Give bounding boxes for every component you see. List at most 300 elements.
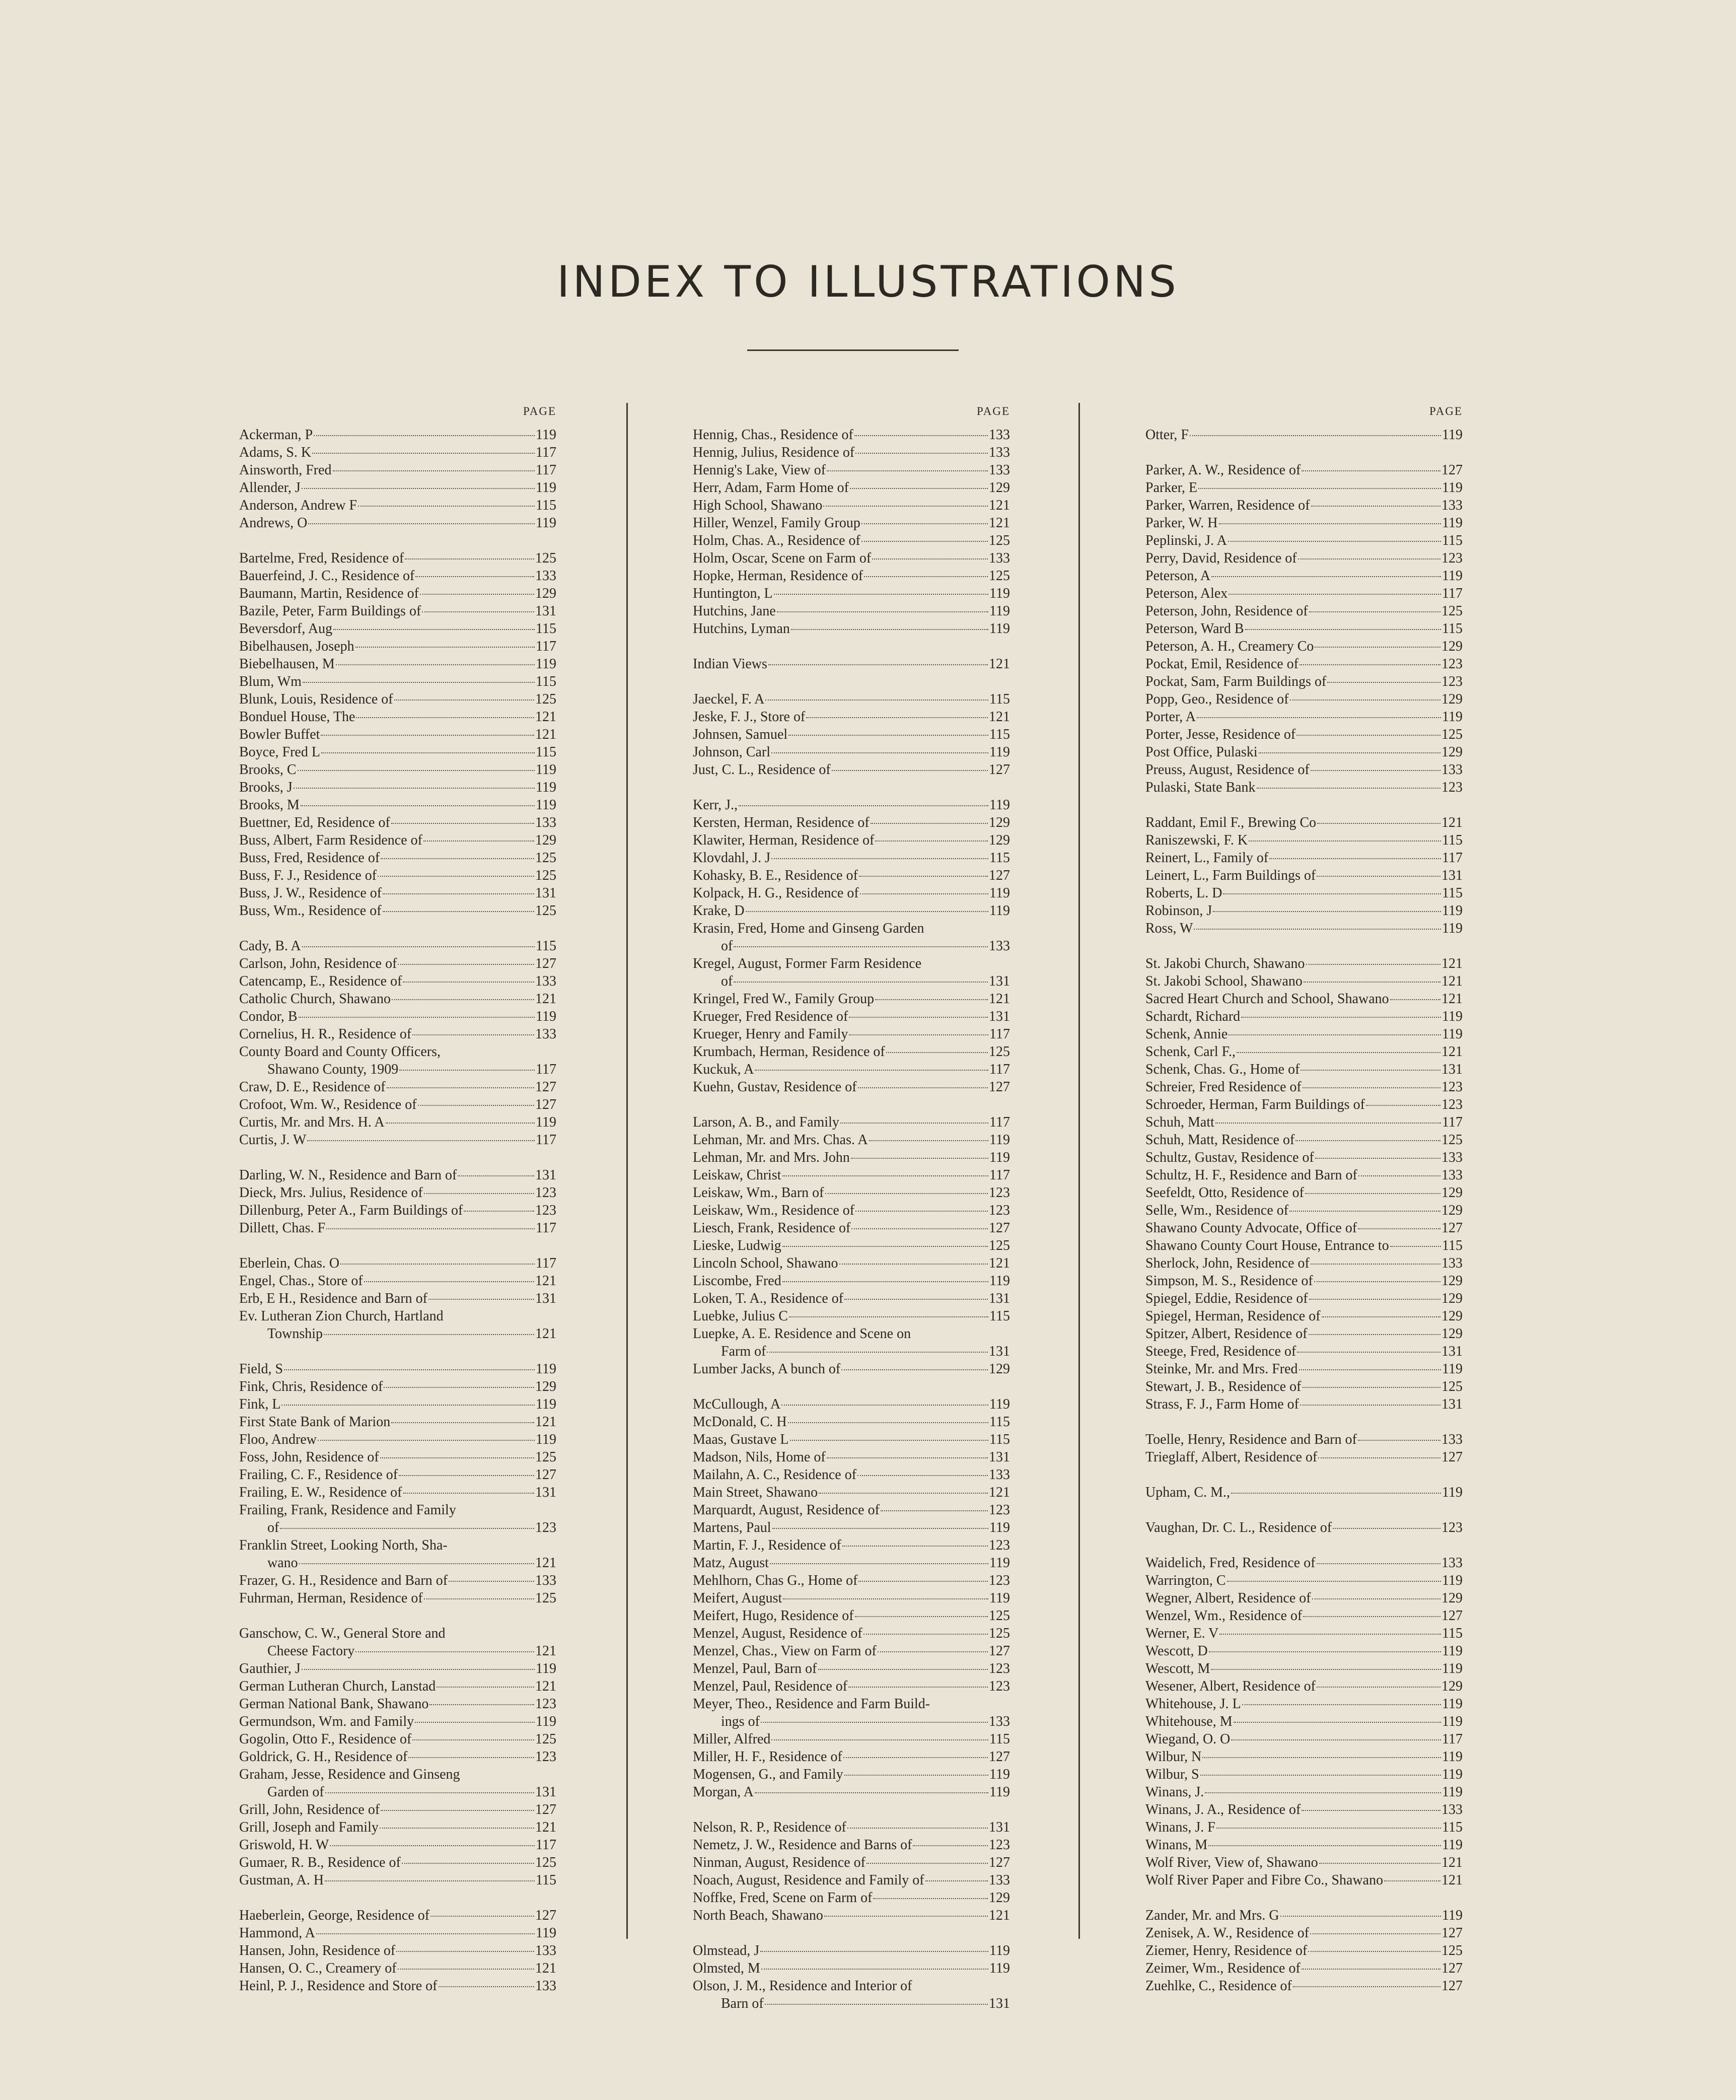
- dot-leader: [1299, 1369, 1441, 1370]
- entry-name: Cady, B. A: [239, 938, 301, 954]
- entry-page-number: 133: [1441, 1167, 1463, 1183]
- dot-leader: [774, 594, 988, 595]
- dot-leader: [325, 1880, 535, 1881]
- dot-leader: [832, 770, 988, 771]
- dot-leader: [886, 1052, 988, 1053]
- entry-page-number: 121: [535, 1273, 556, 1289]
- entry-name: Hiller, Wenzel, Family Group: [693, 515, 860, 531]
- index-entry: [1145, 990, 1463, 1008]
- dot-leader: [1317, 823, 1440, 824]
- entry-page-number: 125: [535, 850, 556, 866]
- index-entry: [1145, 743, 1463, 761]
- dot-leader: [1198, 488, 1441, 489]
- index-entry: [1145, 1307, 1463, 1325]
- dot-leader: [1200, 1775, 1441, 1776]
- dot-leader: [439, 1986, 535, 1987]
- index-group: [693, 655, 1010, 673]
- entry-page-number: 119: [1442, 1837, 1463, 1853]
- entry-page-number: 119: [1442, 1643, 1463, 1659]
- index-entry: [239, 1572, 556, 1589]
- entry-page-number: 121: [535, 1643, 556, 1659]
- index-entry: [239, 1184, 556, 1202]
- entry-name: Dieck, Mrs. Julius, Residence of: [239, 1185, 423, 1201]
- dot-leader: [861, 523, 988, 524]
- dot-leader: [771, 858, 988, 859]
- index-entry: [1145, 602, 1463, 620]
- dot-leader: [873, 1898, 988, 1899]
- index-entry: [693, 567, 1010, 585]
- entry-page-number: 123: [1441, 1079, 1463, 1095]
- entry-name: Garden of: [267, 1784, 324, 1800]
- entry-page-number: 133: [535, 973, 556, 989]
- dot-leader: [1296, 735, 1440, 736]
- entry-page-number: 127: [989, 1855, 1010, 1870]
- entry-page-number: 125: [1441, 1943, 1463, 1958]
- entry-page-number: 133: [535, 1978, 556, 1994]
- entry-name: Hopke, Herman, Residence of: [693, 568, 863, 584]
- dot-leader: [788, 1422, 988, 1423]
- entry-name: Meifert, August: [693, 1590, 782, 1606]
- dot-leader: [1311, 506, 1440, 507]
- index-entry: [1145, 1431, 1463, 1448]
- entry-page-number: 125: [989, 533, 1010, 548]
- entry-page-number: 131: [535, 1784, 556, 1800]
- entry-name: Spiegel, Eddie, Residence of: [1145, 1291, 1308, 1306]
- entry-page-number: 133: [989, 550, 1010, 566]
- entry-page-number: 121: [535, 1961, 556, 1976]
- index-group: [239, 1907, 556, 1995]
- entry-name: Trieglaff, Albert, Residence of: [1145, 1449, 1318, 1465]
- entry-name: Raniszewski, F. K: [1145, 832, 1248, 848]
- entry-page-number: 117: [536, 445, 556, 460]
- index-entry: [1145, 1484, 1463, 1501]
- entry-name: Krueger, Fred Residence of: [693, 1009, 848, 1024]
- entry-name: Bazile, Peter, Farm Buildings of: [239, 603, 421, 619]
- entry-name: Crofoot, Wm. W., Residence of: [239, 1097, 417, 1112]
- dot-leader: [1297, 1352, 1440, 1353]
- index-entry: [1145, 1748, 1463, 1766]
- index-entry: [239, 514, 556, 532]
- index-entry: [693, 1959, 1010, 1977]
- entry-name: Germundson, Wm. and Family: [239, 1714, 414, 1729]
- dot-leader: [806, 717, 988, 718]
- index-entry: [239, 1025, 556, 1043]
- entry-name: Field, S: [239, 1361, 283, 1377]
- entry-name: German Lutheran Church, Lanstad: [239, 1678, 436, 1694]
- entry-name: Gogolin, Otto F., Residence of: [239, 1731, 412, 1747]
- entry-page-number: 125: [989, 568, 1010, 584]
- dot-leader: [1310, 1933, 1440, 1934]
- entry-name: Winans, M: [1145, 1837, 1208, 1853]
- dot-leader: [1231, 1493, 1441, 1494]
- entry-name: Steege, Fred, Residence of: [1145, 1344, 1296, 1359]
- entry-name: Indian Views: [693, 656, 767, 672]
- index-entry: [239, 1325, 556, 1343]
- dot-leader: [782, 1246, 988, 1247]
- index-entry: [693, 461, 1010, 479]
- entry-name: Dillett, Chas. F: [239, 1220, 326, 1236]
- entry-page-number: 117: [989, 1114, 1010, 1130]
- dot-leader: [760, 1951, 988, 1952]
- entry-name: Kerr, J.,: [693, 797, 738, 813]
- dot-leader: [383, 893, 534, 894]
- index-entry: [239, 1519, 556, 1536]
- entry-name: Zeimer, Wm., Residence of: [1145, 1961, 1300, 1976]
- index-entry: [1145, 1008, 1463, 1025]
- entry-name: Kregel, August, Former Farm Residence: [693, 956, 922, 971]
- entry-page-number: 133: [535, 815, 556, 830]
- dot-leader: [1295, 1140, 1440, 1141]
- entry-page-number: 119: [989, 1784, 1010, 1800]
- dot-leader: [1303, 1387, 1441, 1388]
- dot-leader: [746, 911, 988, 912]
- dot-leader: [1319, 1863, 1440, 1864]
- index-entry: [693, 1660, 1010, 1677]
- entry-name: Whitehouse, J. L: [1145, 1696, 1241, 1712]
- entry-name: Post Office, Pulaski: [1145, 744, 1258, 760]
- entry-page-number: 123: [989, 1185, 1010, 1201]
- index-entry: [239, 1642, 556, 1660]
- dot-leader: [396, 1951, 534, 1952]
- dot-leader: [1194, 929, 1441, 930]
- entry-name: Menzel, Chas., View on Farm of: [693, 1643, 877, 1659]
- dot-leader: [303, 682, 535, 683]
- entry-page-number: 133: [989, 1714, 1010, 1729]
- dot-leader: [356, 717, 534, 718]
- dot-leader: [770, 1563, 988, 1564]
- index-entry: [693, 831, 1010, 849]
- entry-page-number: 121: [535, 1555, 556, 1571]
- dot-leader: [1299, 664, 1440, 665]
- index-entry: [693, 884, 1010, 902]
- entry-page-number: 117: [1442, 850, 1463, 866]
- entry-page-number: 117: [989, 1026, 1010, 1042]
- dot-leader: [789, 1316, 988, 1317]
- entry-page-number: 119: [989, 1396, 1010, 1412]
- entry-page-number: 115: [989, 727, 1010, 742]
- index-entry: [1145, 1290, 1463, 1307]
- dot-leader: [844, 1299, 988, 1300]
- entry-name: Menzel, Paul, Barn of: [693, 1661, 817, 1676]
- entry-name: Buettner, Ed, Residence of: [239, 815, 390, 830]
- entry-page-number: 117: [536, 462, 556, 478]
- index-entry: [1145, 1254, 1463, 1272]
- index-entry: [239, 1625, 556, 1642]
- entry-page-number: 119: [989, 1943, 1010, 1958]
- entry-name: Liscombe, Fred: [693, 1273, 781, 1289]
- entry-name: Menzel, Paul, Residence of: [693, 1678, 848, 1694]
- index-entry: [239, 1854, 556, 1871]
- index-entry: [1145, 1131, 1463, 1149]
- dot-leader: [1303, 1616, 1440, 1617]
- index-entry: [693, 1572, 1010, 1589]
- dot-leader: [398, 1969, 534, 1970]
- entry-page-number: 127: [535, 1908, 556, 1923]
- entry-page-number: 129: [1441, 1291, 1463, 1306]
- entry-page-number: 133: [1441, 762, 1463, 778]
- entry-page-number: 119: [989, 903, 1010, 919]
- dot-leader: [755, 1792, 988, 1793]
- entry-page-number: 119: [536, 427, 556, 443]
- entry-page-number: 121: [989, 1908, 1010, 1923]
- entry-name: Foss, John, Residence of: [239, 1449, 379, 1465]
- entry-name: Schuh, Matt, Residence of: [1145, 1132, 1295, 1148]
- dot-leader: [1300, 1405, 1440, 1406]
- dot-leader: [819, 1493, 988, 1494]
- dot-leader: [422, 611, 534, 612]
- index-entry: [239, 1466, 556, 1484]
- index-entry: [239, 1695, 556, 1713]
- dot-leader: [1314, 1281, 1440, 1282]
- entry-page-number: 115: [1442, 832, 1463, 848]
- entry-name: Gauthier, J: [239, 1661, 301, 1676]
- entry-name: Ev. Lutheran Zion Church, Hartland: [239, 1308, 444, 1324]
- entry-page-number: 131: [1441, 1396, 1463, 1412]
- index-group: [1145, 814, 1463, 937]
- dot-leader: [1219, 1634, 1441, 1635]
- entry-name: Klawiter, Herman, Residence of: [693, 832, 875, 848]
- entry-name: Holm, Oscar, Scene on Farm of: [693, 550, 872, 566]
- entry-name: Schuh, Matt: [1145, 1114, 1214, 1130]
- index-entry: [239, 426, 556, 444]
- index-entry: [1145, 1589, 1463, 1607]
- dot-leader: [1216, 1828, 1441, 1829]
- entry-name: Parker, Warren, Residence of: [1145, 498, 1310, 513]
- entry-name: Brooks, J: [239, 780, 293, 795]
- entry-page-number: 129: [989, 1361, 1010, 1377]
- entry-name: Wescott, M: [1145, 1661, 1210, 1676]
- index-entry: [1145, 1325, 1463, 1343]
- index-entry: [239, 444, 556, 461]
- index-entry: [693, 1484, 1010, 1501]
- entry-page-number: 133: [1441, 1802, 1463, 1817]
- dot-leader: [847, 1828, 988, 1829]
- dot-leader: [825, 1193, 988, 1194]
- entry-name: Schreier, Fred Residence of: [1145, 1079, 1301, 1095]
- index-entry: [1145, 1836, 1463, 1854]
- dot-leader: [318, 1440, 535, 1441]
- index-entry: [693, 532, 1010, 549]
- entry-name: Morgan, A: [693, 1784, 754, 1800]
- entry-name: Preuss, August, Residence of: [1145, 762, 1310, 778]
- index-entry: [239, 620, 556, 638]
- index-entry: [1145, 867, 1463, 884]
- index-group: [693, 690, 1010, 779]
- dot-leader: [925, 1880, 988, 1881]
- entry-name: Peplinski, J. A: [1145, 533, 1227, 548]
- title-rule: [747, 349, 959, 351]
- entry-page-number: 125: [1441, 727, 1463, 742]
- index-entry: [693, 1589, 1010, 1607]
- index-entry: [693, 1995, 1010, 2012]
- entry-name: Haeberlein, George, Residence of: [239, 1908, 430, 1923]
- dot-leader: [861, 541, 988, 542]
- entry-page-number: 133: [989, 938, 1010, 954]
- dot-leader: [1205, 1792, 1441, 1793]
- entry-name: Fink, Chris, Residence of: [239, 1379, 383, 1394]
- dot-leader: [1309, 1334, 1440, 1335]
- entry-page-number: 121: [989, 709, 1010, 725]
- dot-leader: [767, 1352, 988, 1353]
- index-entry: [1145, 1766, 1463, 1783]
- entry-page-number: 119: [1442, 1361, 1463, 1377]
- entry-name: Franklin Street, Looking North, Sha-: [239, 1537, 448, 1553]
- index-group: [1145, 461, 1463, 796]
- dot-leader: [424, 1598, 534, 1599]
- entry-name: Seefeldt, Otto, Residence of: [1145, 1185, 1304, 1201]
- dot-leader: [420, 594, 534, 595]
- entry-page-number: 131: [989, 973, 1010, 989]
- dot-leader: [1390, 1246, 1441, 1247]
- index-entry: [693, 497, 1010, 514]
- index-entry: [693, 1783, 1010, 1801]
- dot-leader: [734, 946, 988, 947]
- entry-name: Grill, Joseph and Family: [239, 1819, 379, 1835]
- entry-page-number: 133: [535, 568, 556, 584]
- entry-page-number: 131: [989, 1344, 1010, 1359]
- entry-name: Hutchins, Lyman: [693, 621, 790, 637]
- index-group: [239, 1254, 556, 1343]
- entry-name: Erb, E H., Residence and Barn of: [239, 1291, 427, 1306]
- index-entry: [693, 1677, 1010, 1695]
- dot-leader: [872, 558, 988, 559]
- entry-name: Klovdahl, J. J: [693, 850, 770, 866]
- entry-page-number: 117: [1442, 1114, 1463, 1130]
- index-group: [239, 1166, 556, 1237]
- dot-leader: [316, 1933, 535, 1934]
- dot-leader: [403, 1493, 534, 1494]
- dot-leader: [818, 1669, 988, 1670]
- entry-name: Lehman, Mr. and Mrs. Chas. A: [693, 1132, 868, 1148]
- dot-leader: [1241, 1017, 1441, 1018]
- index-entry: [239, 690, 556, 708]
- entry-name: Goldrick, G. H., Residence of: [239, 1749, 408, 1765]
- entry-page-number: 127: [989, 868, 1010, 883]
- entry-name: Just, C. L., Residence of: [693, 762, 831, 778]
- dot-leader: [321, 735, 534, 736]
- dot-leader: [1390, 999, 1440, 1000]
- entry-name: Ainsworth, Fred: [239, 462, 332, 478]
- dot-leader: [299, 1563, 534, 1564]
- index-entry: [693, 1166, 1010, 1184]
- dot-leader: [875, 841, 988, 842]
- index-entry: [1145, 514, 1463, 532]
- index-entry: [239, 726, 556, 743]
- dot-leader: [1322, 1316, 1440, 1317]
- entry-name: Meifert, Hugo, Residence of: [693, 1608, 854, 1624]
- entry-page-number: 123: [989, 1537, 1010, 1553]
- entry-name: First State Bank of Marion: [239, 1414, 391, 1430]
- entry-name: Popp, Geo., Residence of: [1145, 691, 1289, 707]
- index-entry: [1145, 1554, 1463, 1572]
- index-entry: [239, 1589, 556, 1607]
- index-entry: [239, 497, 556, 514]
- index-entry: [693, 479, 1010, 497]
- index-entry: [239, 796, 556, 814]
- dot-leader: [771, 752, 988, 753]
- entry-name: Boyce, Fred L: [239, 744, 320, 760]
- index-entry: [1145, 1959, 1463, 1977]
- dot-leader: [333, 470, 535, 471]
- entry-page-number: 133: [1441, 1150, 1463, 1165]
- index-entry: [239, 1871, 556, 1889]
- entry-page-number: 127: [535, 956, 556, 971]
- entry-page-number: 121: [535, 709, 556, 725]
- entry-name: Werner, E. V: [1145, 1626, 1219, 1641]
- dot-leader: [458, 1175, 534, 1176]
- index-entry: [693, 1713, 1010, 1730]
- dot-leader: [326, 1228, 535, 1229]
- entry-name: Parker, A. W., Residence of: [1145, 462, 1301, 478]
- entry-page-number: 119: [1442, 568, 1463, 584]
- entry-page-number: 123: [989, 1837, 1010, 1853]
- entry-page-number: 119: [989, 1132, 1010, 1148]
- dot-leader: [824, 1916, 988, 1917]
- dot-leader: [788, 735, 988, 736]
- dot-leader: [1269, 858, 1441, 859]
- dot-leader: [734, 982, 988, 983]
- entry-name: Hammond, A: [239, 1925, 315, 1941]
- entry-name: North Beach, Shawano: [693, 1908, 823, 1923]
- entry-name: Leiskaw, Wm., Barn of: [693, 1185, 824, 1201]
- entry-name: Leiskaw, Christ: [693, 1167, 781, 1183]
- entry-name: Hennig's Lake, View of: [693, 462, 826, 478]
- entry-page-number: 117: [536, 1255, 556, 1271]
- entry-page-number: 133: [989, 1872, 1010, 1888]
- entry-name: Kolpack, H. G., Residence of: [693, 885, 859, 901]
- dot-leader: [849, 1034, 988, 1035]
- index-entry: [693, 920, 1010, 937]
- dot-leader: [1312, 1598, 1440, 1599]
- index-entry: [239, 743, 556, 761]
- entry-page-number: 115: [1442, 1819, 1463, 1835]
- index-entry: [239, 1008, 556, 1025]
- entry-page-number: 119: [1442, 1767, 1463, 1782]
- entry-page-number: 121: [1441, 973, 1463, 989]
- entry-page-number: 125: [1441, 1379, 1463, 1394]
- entry-page-number: 123: [535, 1185, 556, 1201]
- page-column-header: PAGE: [977, 405, 1010, 417]
- index-entry: [693, 1766, 1010, 1783]
- entry-name: Spitzer, Albert, Residence of: [1145, 1326, 1308, 1342]
- entry-page-number: 131: [535, 603, 556, 619]
- entry-page-number: 123: [1441, 780, 1463, 795]
- index-entry: [239, 1977, 556, 1995]
- entry-name: Frailing, E. W., Residence of: [239, 1485, 402, 1500]
- entry-page-number: 125: [535, 1449, 556, 1465]
- entry-name: Floo, Andrew: [239, 1432, 317, 1447]
- dot-leader: [415, 576, 534, 577]
- dot-leader: [298, 770, 535, 771]
- entry-page-number: 131: [535, 885, 556, 901]
- entry-page-number: 129: [989, 480, 1010, 496]
- dot-leader: [392, 999, 534, 1000]
- entry-page-number: 119: [536, 1361, 556, 1377]
- dot-leader: [840, 1123, 988, 1124]
- dot-leader: [302, 1669, 535, 1670]
- entry-page-number: 133: [989, 462, 1010, 478]
- dot-leader: [1366, 1105, 1440, 1106]
- dot-leader: [333, 629, 535, 630]
- index-column-1: [239, 405, 556, 2012]
- index-entry: [239, 831, 556, 849]
- dot-leader: [1211, 1669, 1441, 1670]
- entry-page-number: 117: [536, 639, 556, 654]
- entry-name: Hutchins, Jane: [693, 603, 776, 619]
- entry-page-number: 115: [989, 850, 1010, 866]
- index-group: [239, 1360, 556, 1607]
- index-entry: [693, 955, 1010, 972]
